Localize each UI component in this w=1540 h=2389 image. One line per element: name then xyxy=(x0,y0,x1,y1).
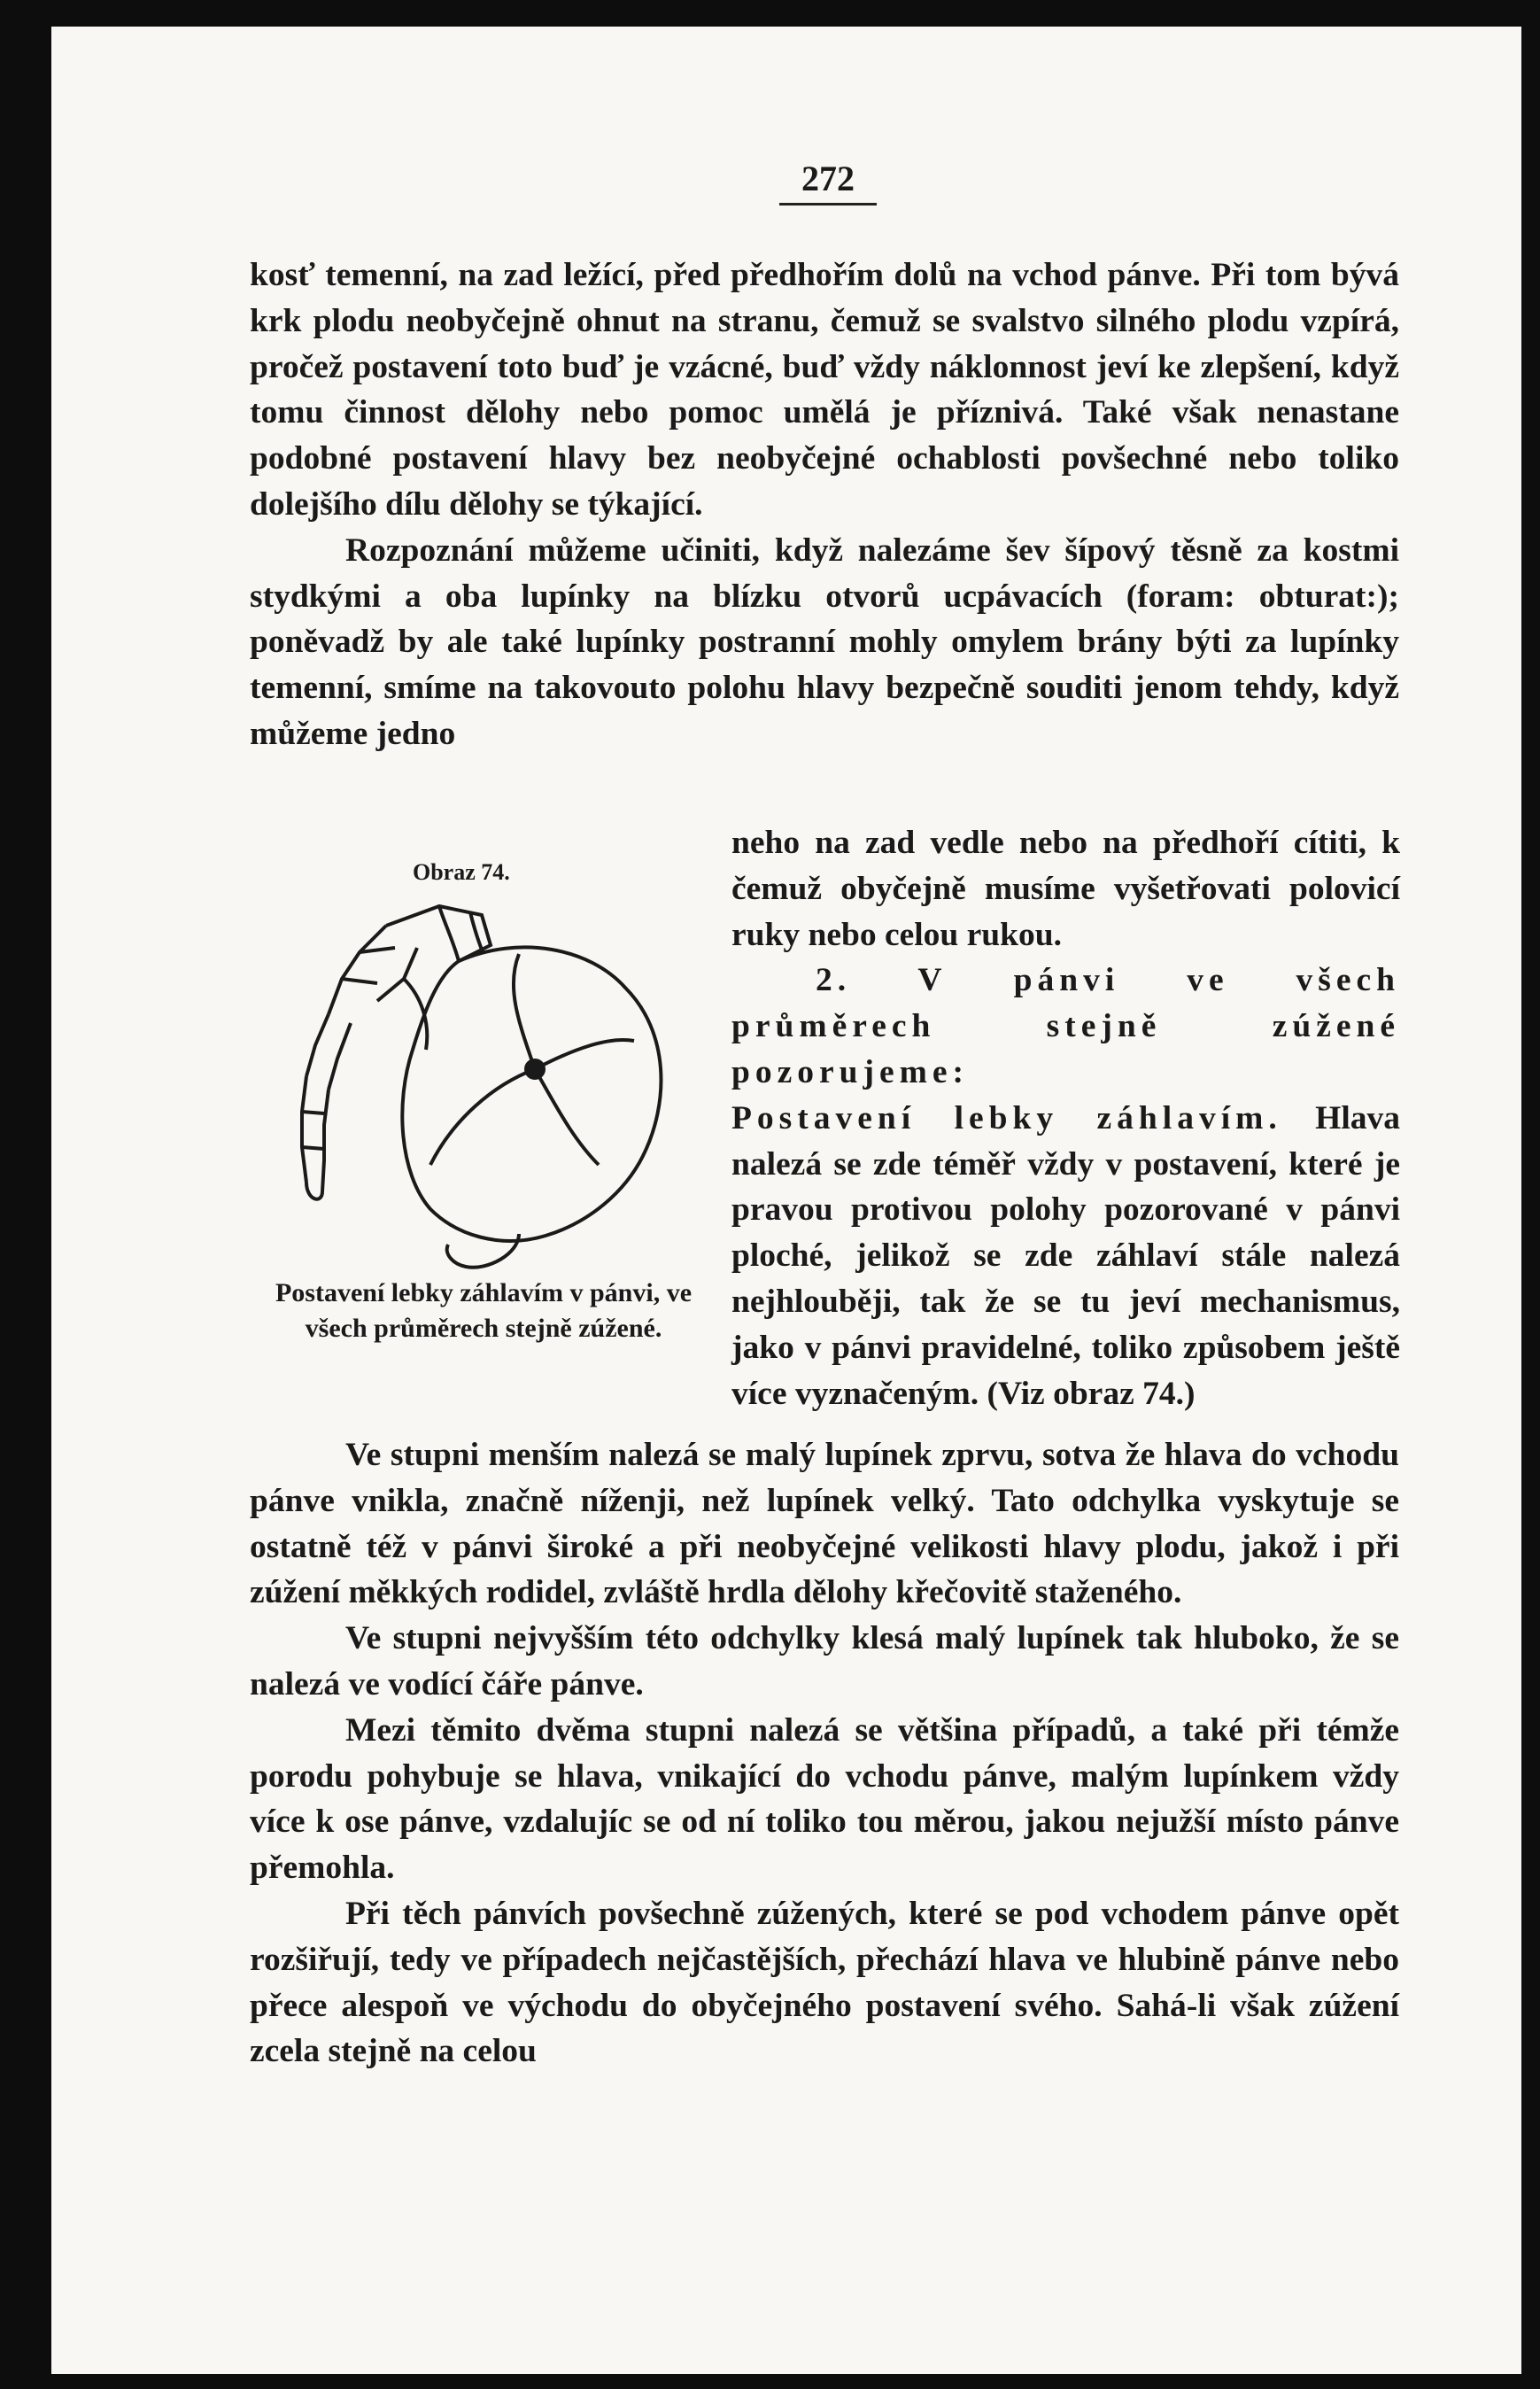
figure-label: Obraz 74. xyxy=(413,859,510,885)
section-heading: 2. V pánvi ve všech průměrech stejně zúžené pozorujeme: xyxy=(731,962,1400,1090)
text-beside-figure xyxy=(731,820,1400,1416)
text-top xyxy=(250,252,1399,757)
paragraph-3-text: Hlava nalezá se zde téměř vždy v postavení, které je pravou protivou polohy pozorované v pánvi ploché, jelikož se zde záhlaví stále nalezá nejhlouběji, tak že se tu jeví mechanismus, jako v pánvi pravidelné, toliko způsobem ještě více vyznačeným. (Viz obraz 74.) xyxy=(731,1099,1400,1412)
position-term: Postavení lebky záhlavím. xyxy=(731,1099,1282,1136)
fetal-head-illustration xyxy=(253,899,714,1271)
paragraph-4: Ve stupni menším nalezá se malý lupínek zprvu, sotva že hlava do vchodu pánve vnikla, značně níženji, než lupínek velký. Tato odchylka vyskytuje se ostatně též v pánvi široké a při neobyčejné velikosti hlavy plodu, jakož i při zúžení měkkých rodidel, zvláště hrdla dělohy křečovitě staženého. xyxy=(250,1437,1399,1611)
page-number: 272 xyxy=(779,158,877,206)
paragraph-2: Rozpoznání můžeme učiniti, když nalezáme šev šípový těsně za kostmi stydkými a oba lupínky na blízku otvorů ucpávacích (foram: obturat:); poněvadž by ale také lupínky postranní mohly omylem brány býti za lupínky temenní, smíme na takovouto polohu hlavy bezpečně souditi jenom tehdy, když můžeme jedno xyxy=(250,531,1399,752)
paragraph-5: Ve stupni nejvyšším této odchylky klesá malý lupínek tak hluboko, že se nalezá ve vodící čáře pánve. xyxy=(250,1620,1399,1703)
text-bottom xyxy=(250,1432,1399,2075)
paragraph-1: kosť temenní, na zad ležící, před předhořím dolů na vchod pánve. Při tom bývá krk plodu neobyčejně ohnut na stranu, čemuž se svalstvo silného plodu vzpírá, pročež postavení toto buď je vzácné, buď vždy náklonnost jeví ke zlepšení, když tomu činnost dělohy nebo pomoc umělá je příznivá. Také však nenastane podobné postavení hlavy bez neobyčejné ochablosti povšechné nebo toliko dolejšího dílu dělohy se týkající. xyxy=(250,257,1399,523)
paragraph-7: Při těch pánvích povšechně zúžených, které se pod vchodem pánve opět rozšiřují, tedy ve případech nejčastějších, přechází hlava ve hlubině pánve nebo přece alespoň ve východu do obyčejného postavení svého. Sahá-li však zúžení zcela stejně na celou xyxy=(250,1895,1399,2070)
figure-caption: Postavení lebky záhlavím v pánvi, ve všech průměrech stejně zúžené. xyxy=(275,1278,693,1343)
paragraph-2-continued: neho na zad vedle nebo na předhoří cítiti, k čemuž obyčejně musíme vyšetřovati polovicí ruky nebo celou rukou. xyxy=(731,825,1400,953)
figure-74 xyxy=(253,859,714,1400)
paragraph-3 xyxy=(731,1096,1400,1417)
paragraph-6: Mezi těmito dvěma stupni nalezá se většina případů, a také při témže porodu pohybuje se hlava, vnikající do vchodu pánve, malým lupínkem vždy více k ose pánve, vzdalujíc se od ní toliko tou měrou, jakou nejužší místo pánve přemohla. xyxy=(250,1711,1399,1887)
